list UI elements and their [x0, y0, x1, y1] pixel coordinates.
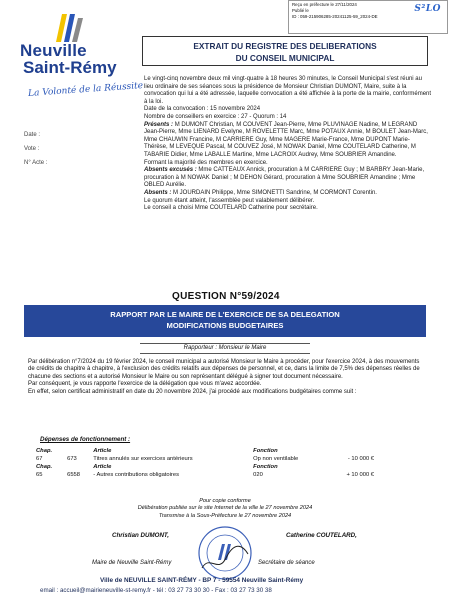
budget-row	[34, 471, 376, 479]
copy-note-l2: Délibération publiée sur le site Internet de la ville le 27 novembre 2024	[137, 505, 313, 512]
report-title-band	[24, 305, 426, 337]
absents-list: M JOURDAIN Philippe, Mme SIMONETTI Sandrine, M CORMONT Corentin.	[173, 189, 377, 196]
expenses-title: Dépenses de fonctionnement :	[40, 436, 131, 443]
slo-logo: S²LO	[414, 4, 441, 14]
side-label-vote: Vote :	[24, 146, 40, 152]
register-header	[142, 36, 428, 66]
budget-header-row	[34, 463, 376, 471]
budget-cell-c4: Fonction	[253, 448, 278, 454]
question-title: QUESTION N°59/2024	[172, 291, 280, 302]
side-label-date: Date :	[24, 132, 41, 138]
budget-cell-c5	[327, 447, 376, 455]
budget-row	[34, 455, 376, 463]
city-name-line1: Neuville	[20, 41, 87, 60]
prefecture-stamp	[288, 0, 448, 34]
secretary-text: Le conseil a choisi Mme COUTELARD Catherine pour secrétaire.	[144, 205, 318, 212]
convocation-date: Date de la convocation : 15 novembre 2024	[144, 106, 261, 113]
mayor-name: Christian DUMONT,	[112, 532, 169, 539]
budget-cell-c2: 6558	[67, 472, 81, 478]
quorum-text: Le quorum étant atteint, l'assemblée peut valablement délibérer.	[144, 197, 315, 204]
budget-cell-c1: 65	[36, 472, 43, 478]
budget-cell-c5: + 10 000 €	[346, 472, 374, 478]
copy-note	[120, 498, 330, 520]
budget-table	[34, 447, 376, 479]
band-line2: MODIFICATIONS BUDGETAIRES	[166, 321, 284, 330]
presents-list: M DUMONT Christian, M COUVENT Jean-Pierre, Mme PLUVINAGE Nadine, M LEGRAND Jean-Pierre, Mme LIENARD Evelyne, M ROVELETTE Marc, Mme POTAUX Annie, M BOULET Jean-Marc, Mme CHAUWIN Francine, M CARRIERE Guy, Mme MAGERE Marie-France, Mme DUPONT Marie-Thérèse, M LEVEQUE Pascal, M COUVEZ José, M NOWAK Daniel, Mme COUTELARD Catherine, M TABARIE Didier, Mme LABALLE Martine, Mme LACROIX Audrey, Mme SOUBRIER Amandine.	[144, 121, 428, 158]
budget-cell-c3: Titres annulés sur exercices antérieurs	[93, 456, 193, 462]
majority-text: Formant la majorité des membres en exercice.	[144, 159, 268, 166]
report-body	[28, 359, 426, 396]
budget-header-row	[34, 447, 376, 455]
budget-cell-c2	[65, 463, 91, 471]
excuses-label: Absents excusés :	[144, 167, 197, 174]
report-paragraph-1: Par délibération n°7/2024 du 19 février 2024, le conseil municipal a autorisé Monsieur le Maire à procéder, pour l'exercice 2024, à des mouvements de crédits de chapitre à chapitre, à l'exclusion des crédits relatifs aux dépenses de personnel, et ce, dans la limite de 7,5% des dépenses réelles de chacune des sections et a autorisé Monsieur le Maire ou son représentant délégué à signer tout document nécessaire.	[28, 359, 420, 380]
intro-paragraph: Le vingt-cinq novembre deux mil vingt-quatre à 18 heures 30 minutes, le Conseil Municipal s'est réuni au lieu ordinaire de ses séances sous la présidence de Monsieur Christian DUMONT, Maire, suite à la convocation qui lui a été adressée, laquelle convocation a été affichée à la porte de la mairie, conformément à la loi.	[144, 76, 432, 105]
band-line1: RAPPORT PAR LE MAIRE DE L'EXERCICE DE SA DELEGATION	[110, 310, 340, 319]
absents-label: Absents :	[144, 189, 172, 196]
header-line1: EXTRAIT DU REGISTRE DES DELIBERATIONS	[193, 41, 377, 51]
budget-cell-c5	[327, 463, 376, 471]
budget-cell-c2: 673	[67, 456, 77, 462]
side-labels	[24, 128, 47, 170]
city-logo-icon	[52, 8, 88, 44]
secretary-name: Catherine COUTELARD,	[286, 532, 357, 539]
presents-label: Présents :	[144, 121, 174, 128]
city-seal-stamp	[196, 524, 254, 582]
absents-paragraph	[144, 190, 432, 198]
header-line2: DU CONSEIL MUNICIPAL	[235, 53, 335, 63]
footer-address: Ville de NEUVILLE SAINT-RÉMY - BP 7 - 59554 Neuville Saint-Rémy	[100, 577, 304, 584]
deliberation-body	[144, 76, 432, 213]
stamp-line-published: Publié le	[292, 8, 309, 13]
city-slogan: La Volonté de la Réussite	[27, 80, 144, 100]
rapporteur-line: Rapporteur : Monsieur le Maire	[140, 343, 310, 354]
copy-note-l3: Transmise à la Sous-Préfecture le 27 novembre 2024	[158, 512, 292, 519]
secretary-role: Secrétaire de séance	[258, 560, 315, 566]
excuses-list: Mme CATTEAUX Annick, procuration à M CARRIERE Guy ; M BARBRY Jean-Marie, procuration à M NOWAK Daniel ; M DEHON Gérard, procuration à Mme SOUBRIER Amandine ; Mme OBLED Aurélie.	[144, 167, 425, 189]
city-name-line2: Saint-Rémy	[23, 58, 117, 77]
excuses-paragraph	[144, 167, 432, 190]
budget-cell-c1: Chap.	[36, 448, 53, 454]
presents-paragraph	[144, 122, 432, 160]
copy-note-l1: Pour copie conforme	[199, 498, 251, 504]
member-counts: Nombre de conseillers en exercice : 27 - Quorum : 14	[144, 113, 287, 120]
budget-cell-c3: Article	[93, 448, 112, 454]
budget-cell-c4: Fonction	[253, 464, 278, 470]
stamp-line-received: Reçu en préfecture le 27/11/2024	[292, 2, 357, 7]
budget-cell-c3: - Autres contributions obligatoires	[93, 472, 179, 478]
budget-cell-c3: Article	[93, 464, 112, 470]
footer-contact: email : accueil@mairieneuville-st-remy.fr - tél : 03 27 73 30 30 - Fax : 03 27 73 30 38	[40, 587, 272, 594]
budget-cell-c4: 020	[253, 472, 263, 478]
mayor-role: Maire de Neuville Saint-Rémy	[92, 560, 172, 566]
budget-cell-c1: Chap.	[36, 464, 53, 470]
budget-cell-c2	[65, 447, 91, 455]
side-label-act: N° Acte :	[24, 160, 48, 166]
report-paragraph-2: Par conséquent, je vous rapporte l'exercice de la délégation que vous m'avez accordée.	[28, 381, 262, 388]
report-paragraph-3: En effet, selon certificat administratif en date du 20 novembre 2024, j'ai procédé aux modifications budgétaires comme suit :	[28, 388, 357, 395]
budget-cell-c5: - 10 000 €	[347, 456, 374, 462]
stamp-line-id: ID : 059-215906285-20241125-59_2024-DE	[292, 14, 378, 19]
budget-cell-c1: 67	[36, 456, 43, 462]
budget-cell-c4: Op non ventilable	[253, 456, 299, 462]
